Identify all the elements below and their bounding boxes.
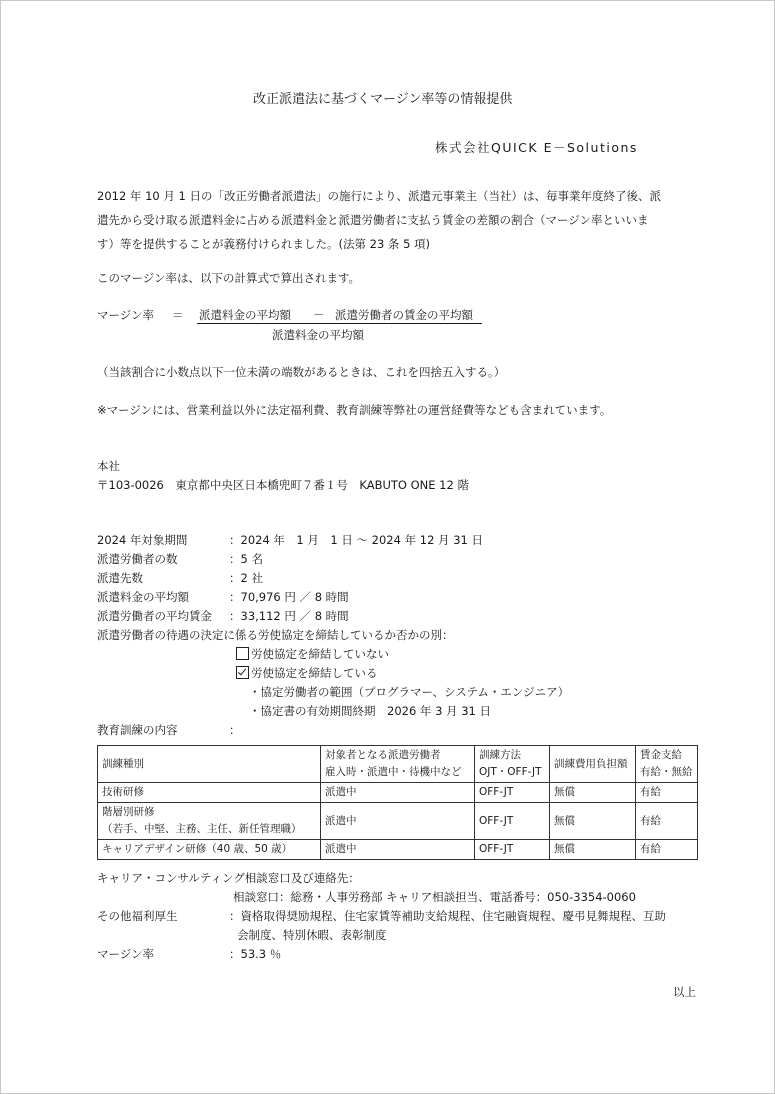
cell-cost: 無償	[550, 803, 636, 840]
margin-note: ※マージンには、営業利益以外に法定福利費、教育訓練等弊社の運営経費等なども含まれています。	[97, 403, 612, 417]
header-target-line-1: 対象者となる派遣労働者	[325, 749, 441, 761]
formula-numerator-a: 派遣料金の平均額	[199, 308, 291, 322]
agreement-option-no-label: 労使協定を締結していない	[251, 647, 389, 661]
agreement-expiry: ・協定書の有効期間終期 2026 年 3 月 31 日	[249, 704, 491, 718]
formula-denominator: 派遣料金の平均額	[272, 328, 364, 342]
stat-value: ：5 名	[229, 552, 263, 566]
stat-label: 派遣先数	[97, 571, 143, 585]
cell-cost: 無償	[550, 783, 636, 803]
header-target-line-2: 雇入時・派遣中・待機中など	[325, 766, 462, 778]
document-title: 改正派遣法に基づくマージン率等の情報提供	[253, 92, 513, 107]
header-target	[321, 746, 475, 783]
cell-wage: 有給	[636, 803, 698, 840]
formula-equals: ＝	[172, 308, 184, 322]
agreement-option-yes-label: 労使協定を締結している	[251, 666, 378, 680]
stat-value: ：2024 年 1 月 1 日 ～ 2024 年 12 月 31 日	[229, 533, 483, 547]
margin-rate-value: ：53.3 ％	[229, 947, 282, 961]
cell-target: 派遣中	[321, 783, 475, 803]
cell-type-sub: （若手、中堅、主務、主任、新任管理職）	[102, 823, 302, 835]
cell-wage: 有給	[636, 783, 698, 803]
intro-line-2: 遣先から受け取る派遣料金に占める派遣料金と派遣労働者に支払う賃金の差額の割合（マージン率といいま	[97, 213, 649, 227]
margin-rate-label: マージン率	[97, 947, 154, 961]
cell-cost: 無償	[550, 840, 636, 860]
cell-type	[98, 803, 321, 840]
head-office-address: 〒103-0026 東京都中央区日本橋兜町７番１号 KABUTO ONE 12 階	[97, 478, 469, 492]
table-row	[98, 840, 698, 860]
agreement-scope: ・協定労働者の範囲（プログラマー、システム・エンジニア）	[249, 685, 570, 699]
formula-label: マージン率	[97, 308, 154, 322]
header-wage-line-1: 賃金支給	[640, 749, 682, 761]
cell-type-main: 階層別研修	[102, 806, 155, 818]
career-label: キャリア・コンサルティング相談窓口及び連絡先：	[97, 871, 360, 885]
career-value: 相談窓口：総務・人事労務部 キャリア相談担当、電話番号：050-3354-0060	[233, 890, 636, 904]
intro-line-1: 2012 年 10 月 1 日の「改正労働者派遣法」の施行により、派遣元事業主（当社）は、毎事業年度終了後、派	[97, 189, 661, 203]
agreement-option-yes[interactable]	[236, 664, 378, 682]
checkbox-checked-icon[interactable]	[236, 666, 249, 679]
stat-value: ：33,112 円 ／ 8 時間	[229, 609, 349, 623]
table-row	[98, 783, 698, 803]
header-method-line-2: OJT・OFF-JT	[479, 766, 542, 778]
header-wage	[636, 746, 698, 783]
stat-value: ：2 社	[229, 571, 263, 585]
cell-method: OFF-JT	[475, 783, 550, 803]
header-wage-line-2: 有給・無給	[640, 766, 693, 778]
cell-type: 技術研修	[98, 783, 321, 803]
agreement-option-no[interactable]	[236, 645, 389, 663]
agreement-question: 派遣労働者の待遇の決定に係る労使協定を締結しているか否かの別：	[97, 628, 454, 642]
company-name: 株式会社QUICK E－Solutions	[435, 140, 638, 155]
stat-label: 派遣料金の平均額	[97, 590, 189, 604]
welfare-label: その他福利厚生	[97, 909, 178, 923]
welfare-value-1: ：資格取得奨励規程、住宅家賃等補助支給規程、住宅融資規程、慶弔見舞規程、互助	[229, 909, 666, 923]
table-row	[98, 803, 698, 840]
header-type: 訓練種別	[98, 746, 321, 783]
formula-fraction-line	[197, 323, 482, 324]
welfare-value-2: 会制度、特別休暇、表彰制度	[237, 928, 387, 942]
table-header-row	[98, 746, 698, 783]
head-office-label: 本社	[97, 459, 120, 473]
stat-label: 派遣労働者の数	[97, 552, 178, 566]
closing-text: 以上	[673, 985, 696, 999]
checkbox-unchecked-icon[interactable]	[236, 647, 249, 660]
cell-target: 派遣中	[321, 803, 475, 840]
header-cost: 訓練費用負担額	[550, 746, 636, 783]
training-table	[97, 745, 698, 860]
training-colon: ：	[229, 723, 241, 737]
intro-line-3: す）等を提供することが義務付けられました。(法第 23 条 5 項)	[97, 237, 431, 251]
stat-value: ：70,976 円 ／ 8 時間	[229, 590, 349, 604]
cell-method: OFF-JT	[475, 840, 550, 860]
cell-target: 派遣中	[321, 840, 475, 860]
cell-wage: 有給	[636, 840, 698, 860]
header-method	[475, 746, 550, 783]
formula-numerator-b: 派遣労働者の賃金の平均額	[335, 308, 473, 322]
cell-method: OFF-JT	[475, 803, 550, 840]
cell-type: キャリアデザイン研修（40 歳、50 歳）	[98, 840, 321, 860]
stat-label: 派遣労働者の平均賃金	[97, 609, 212, 623]
training-label: 教育訓練の内容	[97, 723, 178, 737]
stat-label: 2024 年対象期間	[97, 533, 188, 547]
rounding-note: （当該割合に小数点以下一位未満の端数があるときは、これを四捨五入する。）	[97, 365, 506, 379]
formula-intro: このマージン率は、以下の計算式で算出されます。	[97, 271, 361, 285]
header-method-line-1: 訓練方法	[479, 749, 521, 761]
formula-minus: －	[313, 308, 325, 322]
